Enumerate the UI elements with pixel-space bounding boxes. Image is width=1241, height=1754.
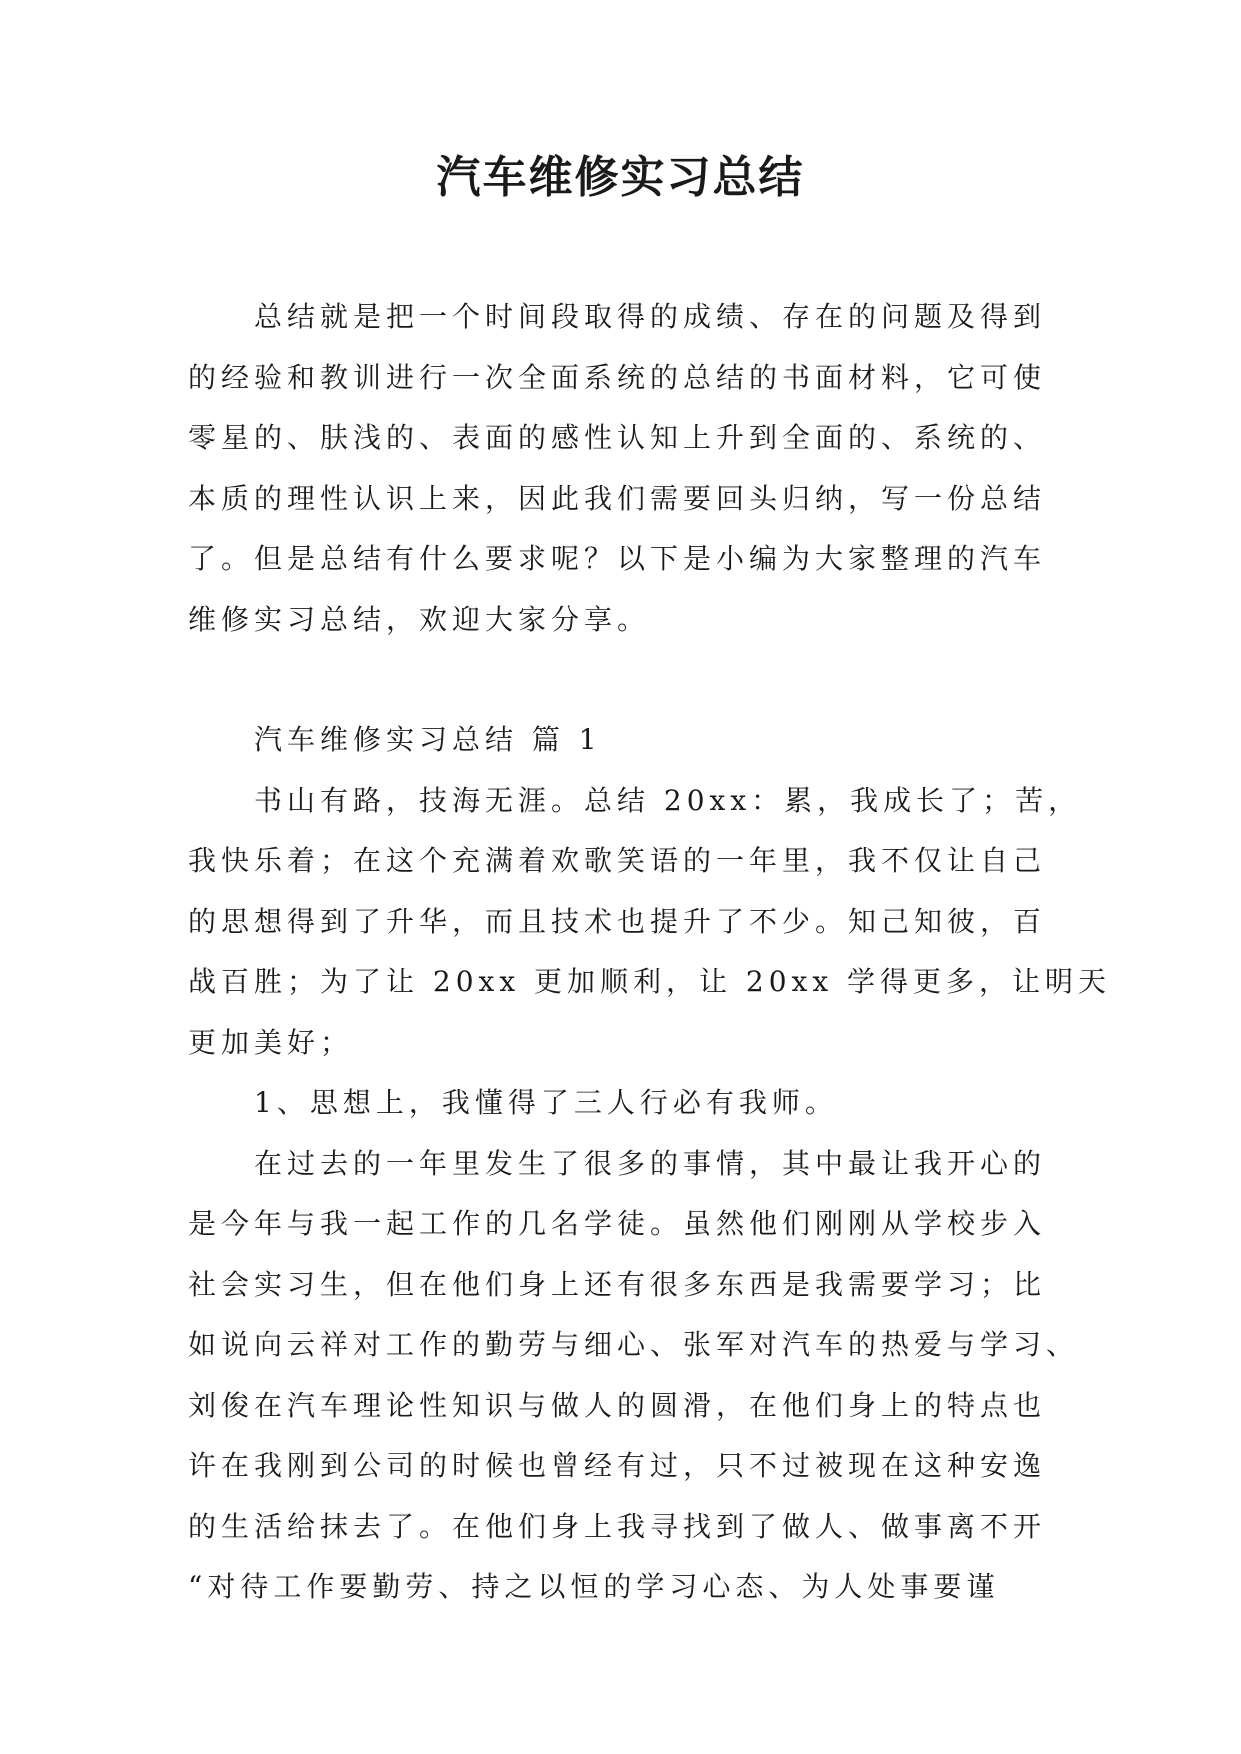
paragraph-line: 的思想得到了升华，而且技术也提升了不少。知己知彼，百 — [188, 904, 1047, 938]
document-title: 汽车维修实习总结 — [436, 152, 805, 203]
intro-line: 了。但是总结有什么要求呢？以下是小编为大家整理的汽车 — [188, 542, 1047, 575]
paragraph-gap — [188, 650, 1068, 710]
paragraph-line: 的生活给抹去了。在他们身上我寻找到了做人、做事离不开 — [188, 1509, 1047, 1543]
intro-line: 总结就是把一个时间段取得的成绩、存在的问题及得到 — [254, 300, 1047, 333]
paragraph-line: “对待工作要勤劳、持之以恒的学习心态、为人处事要谨 — [188, 1570, 1000, 1603]
paragraph-1 — [188, 771, 1112, 1074]
paragraph-line: 如说向云祥对工作的勤劳与细心、张军对汽车的热爱与学习、 — [188, 1328, 1080, 1361]
point-heading-1: 1、思想上，我懂得了三人行必有我师。 — [254, 1086, 838, 1119]
intro-line: 本质的理性认识上来，因此我们需要回头归纳，写一份总结 — [188, 481, 1047, 515]
paragraph-line: 在过去的一年里发生了很多的事情，其中最让我开心的 — [254, 1146, 1047, 1180]
paragraph-line: 社会实习生，但在他们身上还有很多东西是我需要学习；比 — [188, 1267, 1047, 1301]
paragraph-line: 战百胜；为了让 20xx 更加顺利，让 20xx 学得更多，让明天 — [188, 965, 1112, 998]
paragraph-line: 刘俊在汽车理论性知识与做人的圆滑，在他们身上的特点也 — [188, 1388, 1047, 1422]
intro-line: 的经验和教训进行一次全面系统的总结的书面材料，它可使 — [188, 360, 1047, 394]
section-heading: 汽车维修实习总结 篇 1 — [254, 723, 602, 756]
paragraph-2 — [188, 1134, 1080, 1618]
paragraph-line: 我快乐着；在这个充满着欢歌笑语的一年里，我不仅让自己 — [188, 844, 1047, 877]
intro-paragraph — [188, 287, 1068, 650]
intro-line: 维修实习总结，欢迎大家分享。 — [188, 602, 651, 636]
paragraph-line: 是今年与我一起工作的几名学徒。虽然他们刚刚从学校步入 — [188, 1207, 1047, 1240]
paragraph-line: 书山有路，技海无涯。总结 20xx：累，我成长了；苦， — [254, 783, 1082, 817]
document-body — [188, 287, 1112, 1618]
intro-line: 零星的、肤浅的、表面的感性认知上升到全面的、系统的、 — [188, 421, 1047, 454]
paragraph-line: 许在我刚到公司的时候也曾经有过，只不过被现在这种安逸 — [188, 1449, 1047, 1482]
paragraph-line: 更加美好； — [188, 1025, 354, 1059]
